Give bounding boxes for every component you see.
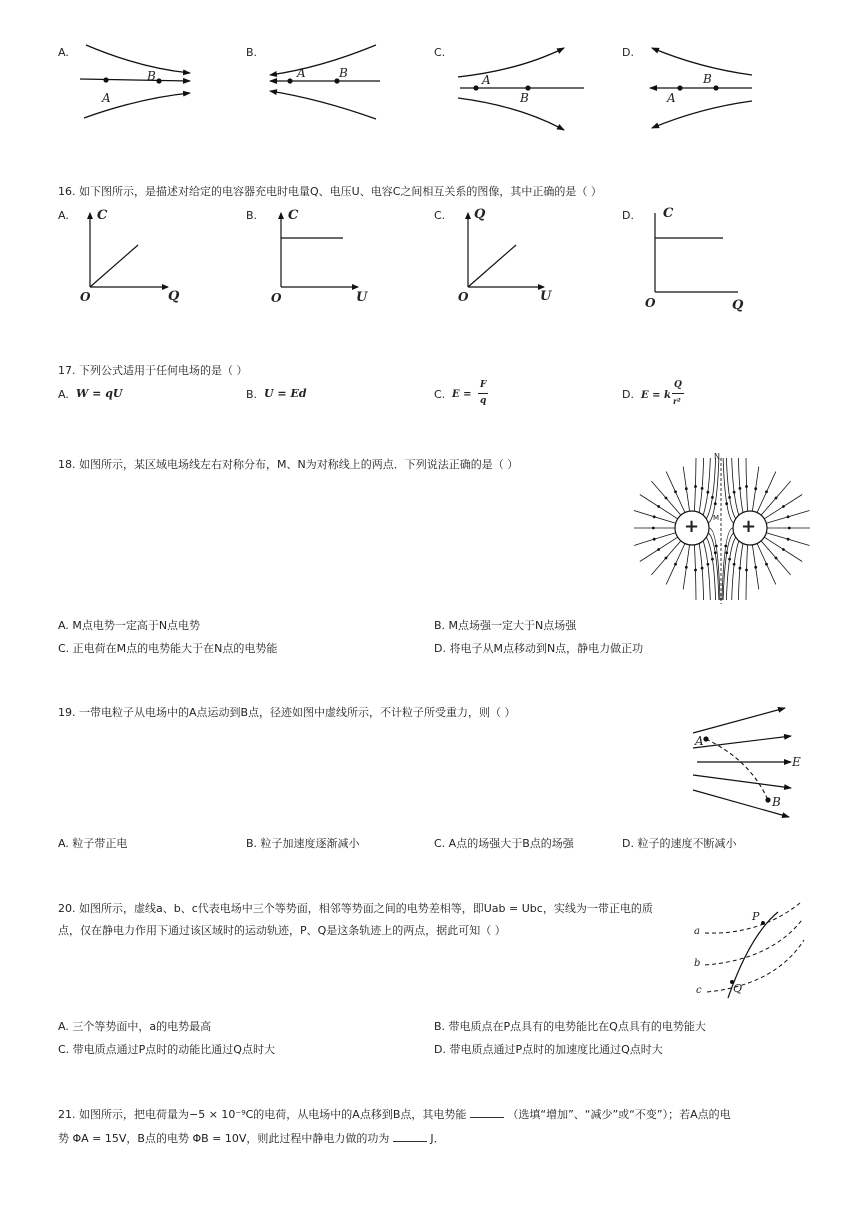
formula-left: E = k: [641, 390, 671, 401]
q19-option-d: D. 粒子的速度不断减小: [622, 837, 737, 850]
equipotential-c-label: c: [696, 985, 702, 996]
q20-option-c: C. 带电质点通过P点时的动能比通过Q点时大: [58, 1043, 275, 1056]
answer-blank-1[interactable]: [470, 1107, 504, 1118]
question-21-line-1: [58, 1106, 731, 1124]
q18-option-d: D. 将电子从M点移动到N点，静电力做正功: [434, 642, 644, 655]
option-letter: C.: [434, 46, 446, 59]
option-letter: A.: [58, 388, 69, 401]
x-axis-label: Q: [732, 298, 744, 313]
option-letter: C.: [434, 209, 446, 222]
origin-label: O: [458, 290, 469, 304]
question-21-line-2: [58, 1130, 445, 1148]
question-19-stem: 19. 一带电粒子从电场中的A点运动到B点，径迹如图中虚线所示，不计粒子所受重力，则（ ）: [58, 706, 516, 719]
point-a-label: A: [297, 66, 306, 80]
point-b-label: B: [703, 72, 712, 86]
equipotential-a-label: a: [694, 926, 700, 937]
y-axis-label: C: [97, 208, 108, 223]
point-b-label: B: [520, 91, 529, 105]
point-p-label: P: [752, 910, 760, 923]
option-letter: D.: [622, 388, 634, 401]
point-m-label: M: [713, 514, 720, 522]
q19-option-a: A. 粒子带正电: [58, 837, 128, 850]
option-letter: A.: [58, 46, 69, 59]
formula: W = qU: [76, 387, 123, 400]
question-20-stem-line-2: 点，仅在静电力作用下通过该区域时的运动轨迹，P、Q是这条轨迹上的两点，据此可知（ ）: [58, 924, 506, 937]
origin-label: O: [271, 291, 282, 305]
option-letter: B.: [246, 46, 258, 59]
question-16-stem: 16. 如下图所示，是描述对给定的电容器充电时电量Q、电压U、电容C之间相互关系的图像，其中正确的是（ ）: [58, 185, 602, 198]
formula: U = Ed: [264, 387, 307, 400]
x-axis-label: U: [540, 289, 552, 304]
question-20-stem-line-1: 20. 如图所示，虚线a、b、c代表电场中三个等势面，相邻等势面之间的电势差相等，即Uab = Ubc，实线为一带正电的质: [58, 902, 653, 915]
formula-left: E =: [452, 389, 472, 400]
fraction-denominator: q: [480, 396, 487, 406]
y-axis-label: Q: [474, 207, 486, 222]
fraction-numerator: F: [480, 380, 487, 390]
q18-option-c: C. 正电荷在M点的电势能大于在N点的电势能: [58, 642, 278, 655]
option-letter: B.: [246, 209, 258, 222]
q18-option-a: A. M点电势一定高于N点电势: [58, 619, 201, 632]
option-letter: D.: [622, 46, 634, 59]
origin-label: O: [80, 290, 91, 304]
equipotential-b-label: b: [694, 958, 701, 969]
point-q-label: Q: [733, 982, 743, 995]
x-axis-label: U: [356, 290, 368, 305]
option-letter: B.: [246, 388, 258, 401]
point-a-label: A: [667, 91, 676, 105]
q18-option-b: B. M点场强一定大于N点场强: [434, 619, 577, 632]
option-letter: A.: [58, 209, 69, 222]
right-charge-plus: +: [741, 516, 757, 537]
point-a-label: A: [102, 91, 111, 105]
point-n-label: N: [714, 452, 720, 461]
point-a-label: A: [482, 73, 491, 87]
q20-option-b: B. 带电质点在P点具有的电势能比在Q点具有的电势能大: [434, 1020, 706, 1033]
q19-option-c: C. A点的场强大于B点的场强: [434, 837, 574, 850]
x-axis-label: Q: [168, 289, 180, 304]
field-e-label: E: [792, 755, 801, 769]
left-charge-plus: +: [684, 516, 700, 537]
q20-option-a: A. 三个等势面中，a的电势最高: [58, 1020, 212, 1033]
y-axis-label: C: [663, 206, 674, 221]
q21-line2-text-b: J．: [430, 1132, 445, 1145]
q21-line1-text-a: 21. 如图所示，把电荷量为−5 × 10⁻⁹C的电荷，从电场中的A点移到B点，其电势能: [58, 1108, 467, 1121]
option-letter: C.: [434, 388, 446, 401]
q19-option-b: B. 粒子加速度逐渐减小: [246, 837, 360, 850]
fraction-denominator: r²: [673, 396, 681, 406]
y-axis-label: C: [288, 208, 299, 223]
point-b-label: B: [772, 795, 781, 809]
point-b-label: B: [147, 69, 156, 83]
q20-option-d: D. 带电质点通过P点时的加速度比通过Q点时大: [434, 1043, 663, 1056]
question-18-stem: 18. 如图所示，某区域电场线左右对称分布，M、N为对称线上的两点．下列说法正确的是（ ）: [58, 458, 519, 471]
question-17-stem: 17. 下列公式适用于任何电场的是（ ）: [58, 364, 248, 377]
point-b-label: B: [339, 66, 348, 80]
q21-line1-text-b: （选填“增加”、“减少”或“不变”）；若A点的电: [507, 1108, 731, 1121]
answer-blank-2[interactable]: [393, 1131, 427, 1142]
fraction-numerator: Q: [674, 380, 682, 390]
q21-line2-text-a: 势 ΦA = 15V，B点的电势 ΦB = 10V，则此过程中静电力做的功为: [58, 1132, 390, 1145]
point-a-label: A: [695, 734, 704, 748]
origin-label: O: [645, 296, 656, 310]
option-letter: D.: [622, 209, 634, 222]
